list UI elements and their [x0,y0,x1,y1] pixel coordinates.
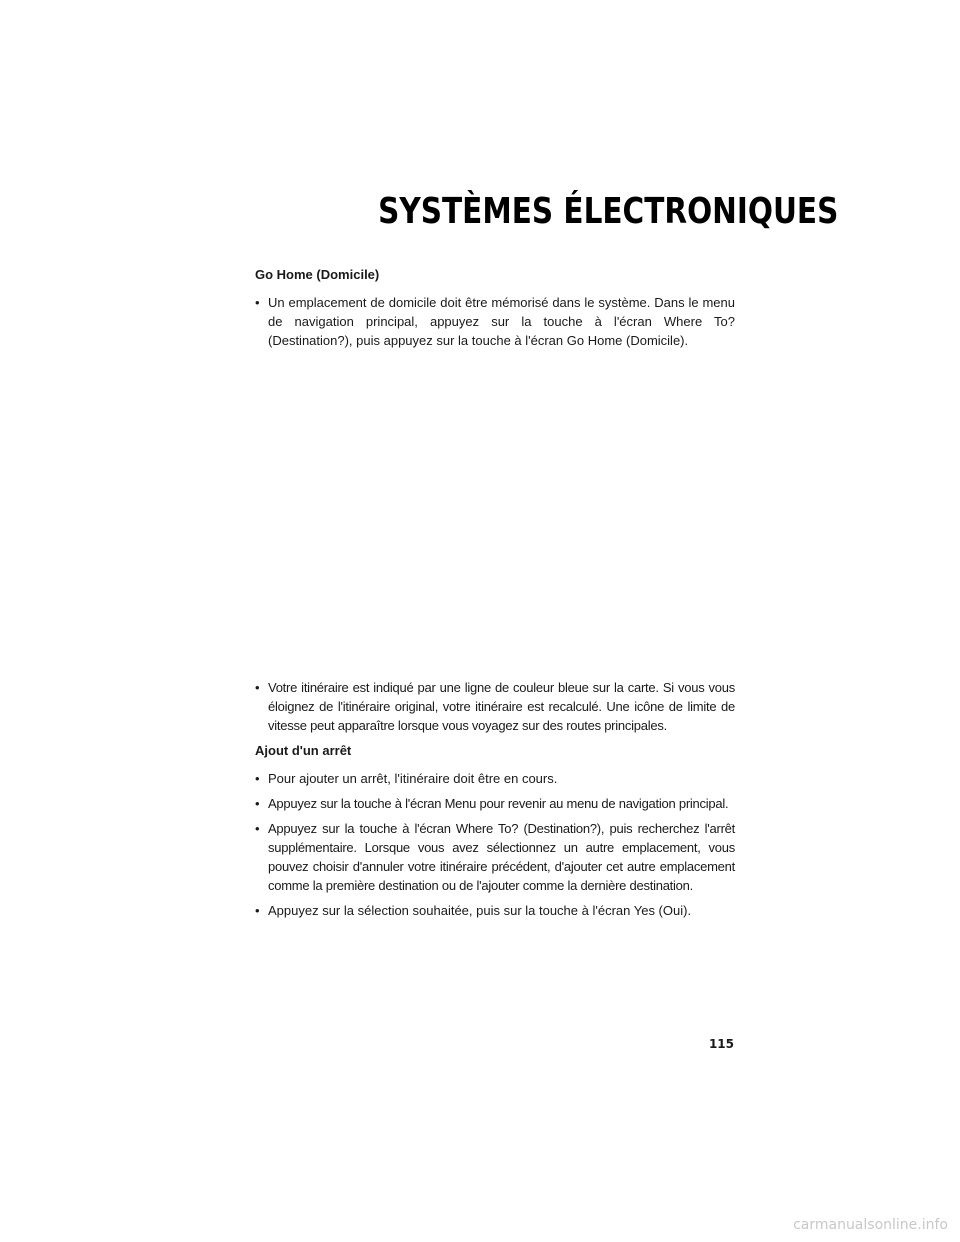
bullet-icon: • [255,796,260,811]
bullet-text: Appuyez sur la touche à l'écran Menu pour revenir au menu de navigation principal. [268,796,729,811]
bullet-icon: • [255,295,260,310]
bullet-icon: • [255,903,260,918]
list-item [255,794,735,813]
list-item [255,819,735,895]
add-stop-bullet-list [255,769,735,920]
page-number: 115 [708,1037,734,1051]
page-content [255,265,735,926]
watermark[interactable]: carmanualsonline.info [793,1217,948,1233]
bullet-text: Votre itinéraire est indiqué par une ligne de couleur bleue sur la carte. Si vous vous éloignez de l'itinéraire original, votre itinéraire est recalculé. Une icône de limite de vitesse peut apparaître lorsque vous voyagez sur des routes principales. [268,680,735,733]
bullet-icon: • [255,680,260,695]
image-placeholder [255,356,735,678]
go-home-bullet-list [255,293,735,350]
bullet-text: Appuyez sur la touche à l'écran Where To? (Destination?), puis recherchez l'arrêt supplémentaire. Lorsque vous avez sélectionnez un autre emplacement, vous pouvez choisir d'annuler votre itinéraire précédent, d'ajouter cet autre emplacement comme la première destination ou de l'ajouter comme la dernière destination. [268,821,735,893]
section-heading-add-stop: Ajout d'un arrêt [255,743,352,758]
bullet-text: Pour ajouter un arrêt, l'itinéraire doit être en cours. [268,771,558,786]
bullet-icon: • [255,771,260,786]
list-item [255,293,735,350]
chapter-title: SYSTÈMES ÉLECTRONIQUES [378,191,839,232]
bullet-text: Un emplacement de domicile doit être mémorisé dans le système. Dans le menu de navigation principal, appuyez sur la touche à l'écran Where To? (Destination?), puis appuyez sur la touche à l'écran Go Home (Domicile). [268,295,735,348]
route-info-bullet-list [255,678,735,735]
list-item [255,678,735,735]
section-heading-go-home: Go Home (Domicile) [255,267,380,282]
bullet-icon: • [255,821,260,836]
list-item [255,901,735,920]
list-item [255,769,735,788]
bullet-text: Appuyez sur la sélection souhaitée, puis sur la touche à l'écran Yes (Oui). [268,903,692,918]
